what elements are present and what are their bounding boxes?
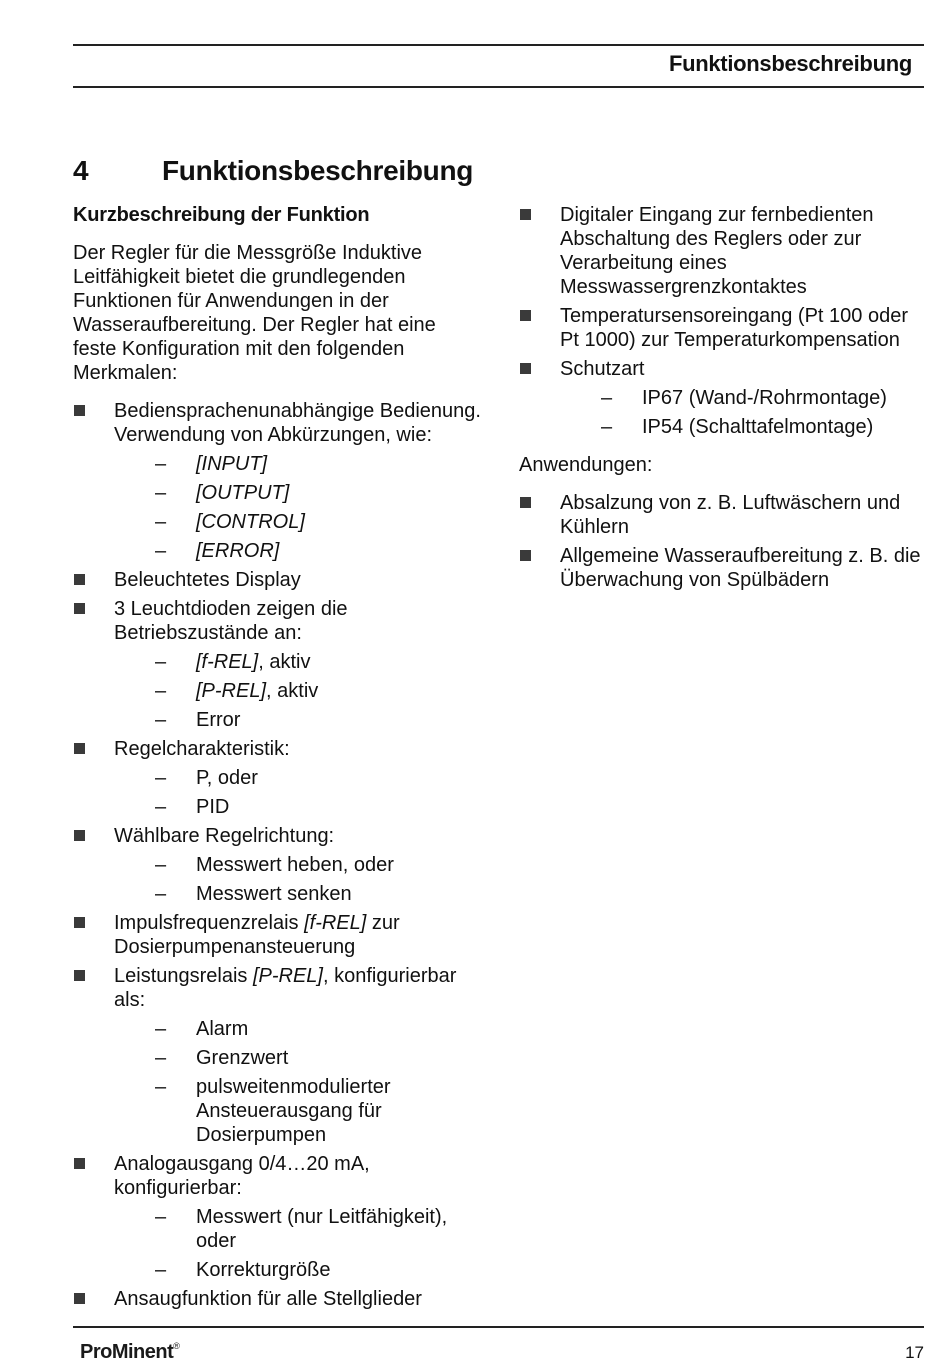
sub-list [114, 452, 483, 563]
sub-list [114, 650, 483, 732]
dash-icon: – [155, 883, 167, 905]
sub-list [560, 386, 929, 439]
left-column [73, 203, 483, 1316]
dash-icon: – [601, 416, 613, 438]
dash-icon: – [155, 854, 167, 876]
dash-icon: – [601, 387, 613, 409]
square-bullet-icon [74, 1158, 85, 1169]
sub-list-item: – [OUTPUT] [155, 482, 290, 504]
sub-list-item: – IP67 (Wand-/Rohrmontage) [601, 387, 887, 409]
square-bullet-icon [74, 603, 85, 614]
dash-icon: – [155, 767, 167, 789]
list-item: Schutzart – IP67 (Wand-/Rohrmontage) – IP54 (Schalttafelmontage) [519, 357, 929, 439]
square-bullet-icon [74, 574, 85, 585]
list-item: Allgemeine Wasseraufbereitung z. B. die Überwachung von Spülbädern [519, 544, 929, 592]
intro-paragraph: Der Regler für die Messgröße Induktive Leitfähigkeit bietet die grundlegenden Funktionen für Anwendungen in der Wasseraufbereitung. Der Regler hat eine feste Konfiguration mit den folgenden Merkmalen: [73, 242, 436, 384]
header-rule-bottom [73, 86, 924, 88]
sub-list-item: – Messwert (nur Leitfähigkeit), oder [155, 1206, 448, 1252]
page-number: 17 [905, 1343, 924, 1362]
feature-list-continued [519, 203, 929, 439]
dash-icon: – [155, 680, 167, 702]
list-item: Bediensprachenunabhängige Bedienung. Verwendung von Abkürzungen, wie: – [INPUT] – [OUTPUT] – [CONTROL] – [ERROR] [73, 399, 483, 563]
sub-list-item: – IP54 (Schalttafelmontage) [601, 416, 874, 438]
dash-icon: – [155, 1259, 167, 1281]
footer-rule [73, 1326, 924, 1328]
square-bullet-icon [520, 497, 531, 508]
sub-list-item: – Messwert heben, oder [155, 854, 394, 876]
dash-icon: – [155, 1018, 167, 1040]
right-column [519, 203, 929, 597]
list-item: Absalzung von z. B. Luftwäschern und Kühlern [519, 491, 929, 539]
dash-icon: – [155, 540, 167, 562]
square-bullet-icon [74, 743, 85, 754]
list-item: Leistungsrelais [P-REL], konfigurierbar als: – Alarm – Grenzwert – pulsweitenmodulierter Ansteuerausgang für Dosierpumpen [73, 964, 483, 1147]
dash-icon: – [155, 1206, 167, 1228]
section-subheading: Kurzbeschreibung der Funktion [73, 204, 370, 226]
sub-list-item: – pulsweitenmodulierter Ansteuerausgang für Dosierpumpen [155, 1076, 391, 1146]
square-bullet-icon [74, 1293, 85, 1304]
dash-icon: – [155, 651, 167, 673]
sub-list-item: – Alarm [155, 1018, 249, 1040]
square-bullet-icon [520, 209, 531, 220]
chapter-number: 4 [73, 155, 89, 186]
sub-list [114, 1017, 483, 1147]
registered-mark: ® [173, 1341, 180, 1351]
sub-list [114, 766, 483, 819]
dash-icon: – [155, 1076, 167, 1098]
sub-list-item: – [ERROR] [155, 540, 280, 562]
list-item: Wählbare Regelrichtung: – Messwert heben, oder – Messwert senken [73, 824, 483, 906]
square-bullet-icon [74, 405, 85, 416]
chapter-title: Funktionsbeschreibung [162, 155, 474, 186]
sub-list-item: – [INPUT] [155, 453, 268, 475]
list-item: Impulsfrequenzrelais [f-REL] zur Dosierpumpenansteuerung [73, 911, 483, 959]
list-item: Analogausgang 0/4…20 mA, konfigurierbar: – Messwert (nur Leitfähigkeit), oder – Korrekturgröße [73, 1152, 483, 1282]
square-bullet-icon [520, 550, 531, 561]
dash-icon: – [155, 796, 167, 818]
sub-list-item: – Messwert senken [155, 883, 352, 905]
square-bullet-icon [74, 917, 85, 928]
list-item: Regelcharakteristik: – P, oder – PID [73, 737, 483, 819]
list-item: Digitaler Eingang zur fernbedienten Abschaltung des Reglers oder zur Verarbeitung eines Messwassergrenzkontaktes [519, 203, 929, 299]
sub-list-item: – Grenzwert [155, 1047, 289, 1069]
dash-icon: – [155, 1047, 167, 1069]
prominent-logo: ProMinent® [80, 1341, 180, 1363]
running-header-title: Funktionsbeschreibung [668, 51, 912, 76]
chapter-heading [73, 155, 473, 187]
square-bullet-icon [520, 310, 531, 321]
sub-list [114, 853, 483, 906]
dash-icon: – [155, 453, 167, 475]
dash-icon: – [155, 709, 167, 731]
list-item: Ansaugfunktion für alle Stellglieder [73, 1287, 483, 1311]
sub-list-item: – Korrekturgröße [155, 1259, 331, 1281]
list-item: Temperatursensoreingang (Pt 100 oder Pt 1000) zur Temperaturkompensation [519, 304, 929, 352]
feature-list [73, 399, 483, 1311]
sub-list-item: – Error [155, 709, 241, 731]
square-bullet-icon [74, 970, 85, 981]
square-bullet-icon [520, 363, 531, 374]
applications-list [519, 491, 929, 592]
sub-list-item: – [P-REL], aktiv [155, 680, 319, 702]
sub-list [114, 1205, 483, 1282]
header-rule-top [73, 44, 924, 46]
list-item: 3 Leuchtdioden zeigen die Betriebszustände an: – [f-REL], aktiv – [P-REL], aktiv – Error [73, 597, 483, 732]
square-bullet-icon [74, 830, 85, 841]
sub-list-item: – PID [155, 796, 230, 818]
dash-icon: – [155, 511, 167, 533]
list-item: Beleuchtetes Display [73, 568, 483, 592]
dash-icon: – [155, 482, 167, 504]
sub-list-item: – [CONTROL] [155, 511, 305, 533]
sub-list-item: – P, oder [155, 767, 258, 789]
applications-label: Anwendungen: [519, 454, 653, 476]
sub-list-item: – [f-REL], aktiv [155, 651, 311, 673]
